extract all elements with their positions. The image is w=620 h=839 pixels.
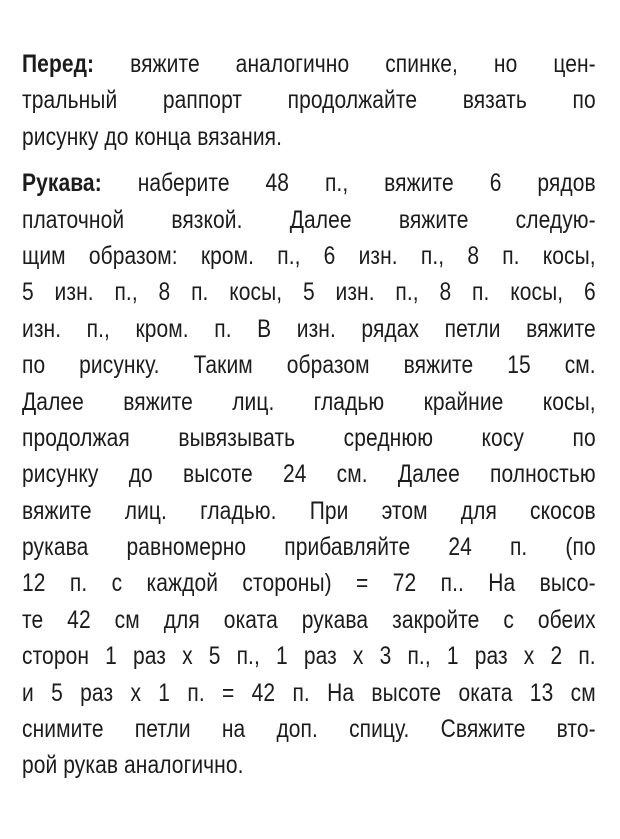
sleeves-line-5: изн. п., кром. п. В изн. рядах петли вяжите bbox=[22, 314, 596, 343]
front-line-1-text: вяжите аналогично спинке, но цен- bbox=[94, 50, 596, 78]
sleeves-heading: Рукава: bbox=[22, 169, 102, 198]
sleeves-line-14: сторон 1 раз х 5 п., 1 раз х 3 п., 1 раз х 2 п. bbox=[22, 642, 596, 671]
sleeves-line-8: продолжая вывязывать среднюю косу по bbox=[22, 423, 596, 452]
front-line-2: тральный раппорт продолжайте вязать по bbox=[22, 86, 596, 115]
sleeves-paragraph bbox=[22, 165, 596, 784]
sleeves-line-16: снимите петли на доп. спицу. Свяжите вто- bbox=[22, 715, 596, 744]
sleeves-line-17: рой рукав аналогично. bbox=[22, 751, 244, 780]
sleeves-line-12: 12 п. с каждой стороны) = 72 п.. На высо- bbox=[22, 569, 596, 598]
sleeves-line-11: рукава равномерно прибавляйте 24 п. (по bbox=[22, 533, 596, 562]
sleeves-line-10: вяжите лиц. гладью. При этом для скосов bbox=[22, 496, 596, 525]
sleeves-line-4: 5 изн. п., 8 п. косы, 5 изн. п., 8 п. косы, 6 bbox=[22, 278, 596, 307]
front-heading: Перед: bbox=[22, 50, 95, 78]
sleeves-line-6: по рисунку. Таким образом вяжите 15 см. bbox=[22, 351, 596, 380]
front-paragraph bbox=[22, 46, 596, 155]
paragraph-gap bbox=[22, 155, 596, 165]
sleeves-line-1 bbox=[22, 165, 596, 201]
sleeves-line-7: Далее вяжите лиц. гладью крайние косы, bbox=[22, 387, 596, 416]
sleeves-line-2: платочной вязкой. Далее вяжите следую- bbox=[22, 205, 596, 234]
front-line-3: рисунку до конца вязания. bbox=[22, 122, 283, 151]
sleeves-line-3: щим образом: кром. п., 6 изн. п., 8 п. косы, bbox=[22, 241, 596, 270]
sleeves-line-9: рисунку до высоте 24 см. Далее полностью bbox=[22, 460, 596, 489]
document-page bbox=[22, 46, 596, 784]
sleeves-line-15: и 5 раз х 1 п. = 42 п. На высоте оката 13 см bbox=[22, 678, 596, 707]
front-line-1 bbox=[22, 46, 596, 82]
sleeves-line-13: те 42 см для оката рукава закройте с обеих bbox=[22, 605, 596, 634]
sleeves-line-1-text: наберите 48 п., вяжите 6 рядов bbox=[101, 169, 596, 198]
